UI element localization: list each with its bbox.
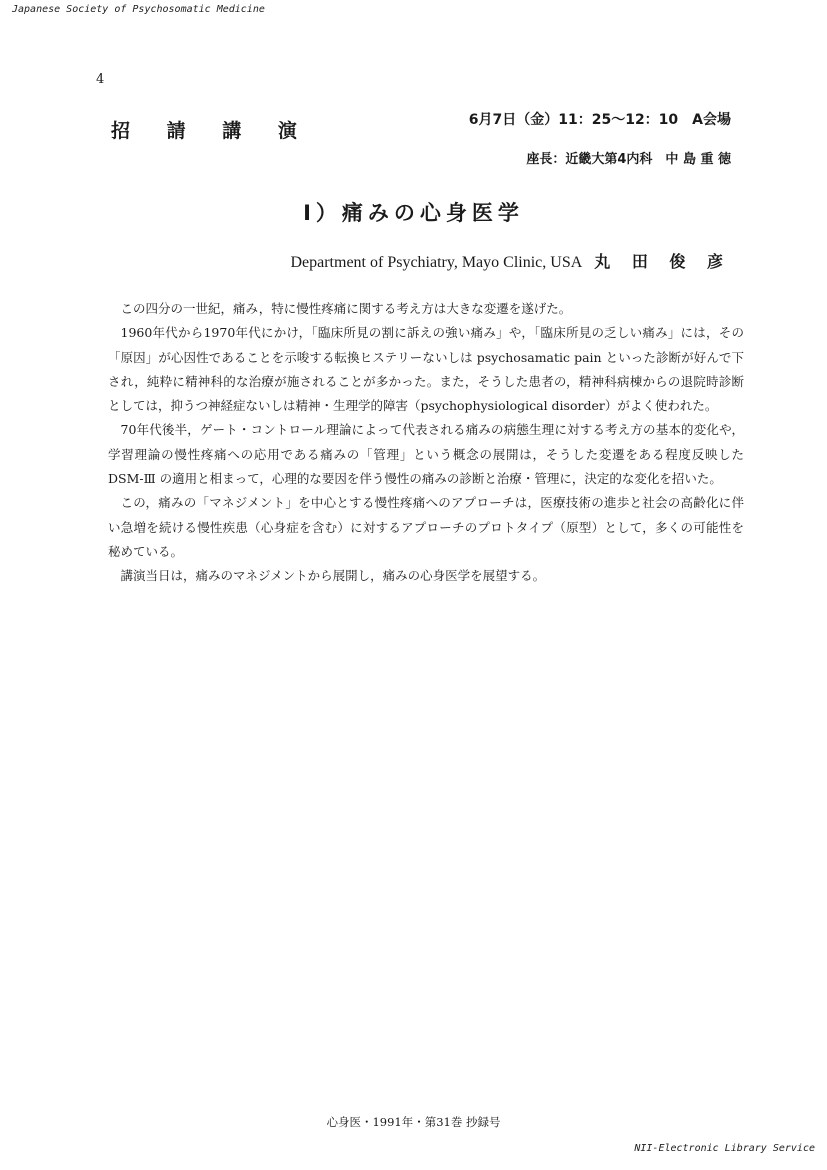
section-title: 招 請 講 演 [111,120,312,142]
abstract-paragraph: この四分の一世紀，痛み，特に慢性疼痛に関する考え方は大きな変遷を遂げた。 [120,301,572,316]
session-datetime-room: 6月7日（金）11：25〜12：10 A会場 [468,112,731,128]
speaker-name: 丸 田 俊 彦 [594,252,731,271]
abstract-paragraph: 1960年代から1970年代にかけ，「臨床所見の割に訴えの強い痛み」や，「臨床所見の乏しい痛み」には，その「原因」が心因性であることを示唆する転換ヒステリーないしは psychosamatic pain といった診断が好んで下され，純粋に精神科的な治療が施されることが多かった。また，そうした患者の，精神科病棟からの退院時診断としては，抑うつ神経症ないしは精神・生理学的障害（psychophysiological disorder）がよく使われた。 [108,325,744,414]
abstract-paragraph: 70年代後半，ゲート・コントロール理論によって代表される痛みの病態生理に対する考え方の基本的変化や，学習理論の慢性疼痛への応用である痛みの「管理」という概念の展開は，そうした変遷をある程度反映した DSM-Ⅲ の適用と相まって，心理的な要因を伴う慢性の痛みの診断と治療・管理に，決定的な変化を招いた。 [108,422,744,487]
session-chair: 座長：近畿大第4内科 中 島 重 徳 [526,152,731,167]
footer-citation: 心身医・1991年・第31巻 抄録号 [326,1115,501,1129]
speaker-affiliation: Department of Psychiatry, Mayo Clinic, USA [290,254,583,271]
abstract-body [108,297,744,589]
abstract-paragraph: 講演当日は，痛みのマネジメントから展開し，痛みの心身医学を展望する。 [120,568,546,584]
library-footer: NII-Electronic Library Service [634,1143,815,1154]
lecture-title: I）痛みの心身医学 [303,201,524,225]
abstract-paragraph: この，痛みの「マネジメント」を中心とする慢性疼痛へのアプローチは，医療技術の進歩と社会の高齢化に伴い急増を続ける慢性疾患（心身症を含む）に対するアプローチのプロトタイプ（原型）として，多くの可能性を秘めている。 [108,495,744,559]
speaker-line [290,249,731,272]
journal-header: Japanese Society of Psychosomatic Medicine [12,4,265,15]
page-number: 4 [96,72,105,87]
